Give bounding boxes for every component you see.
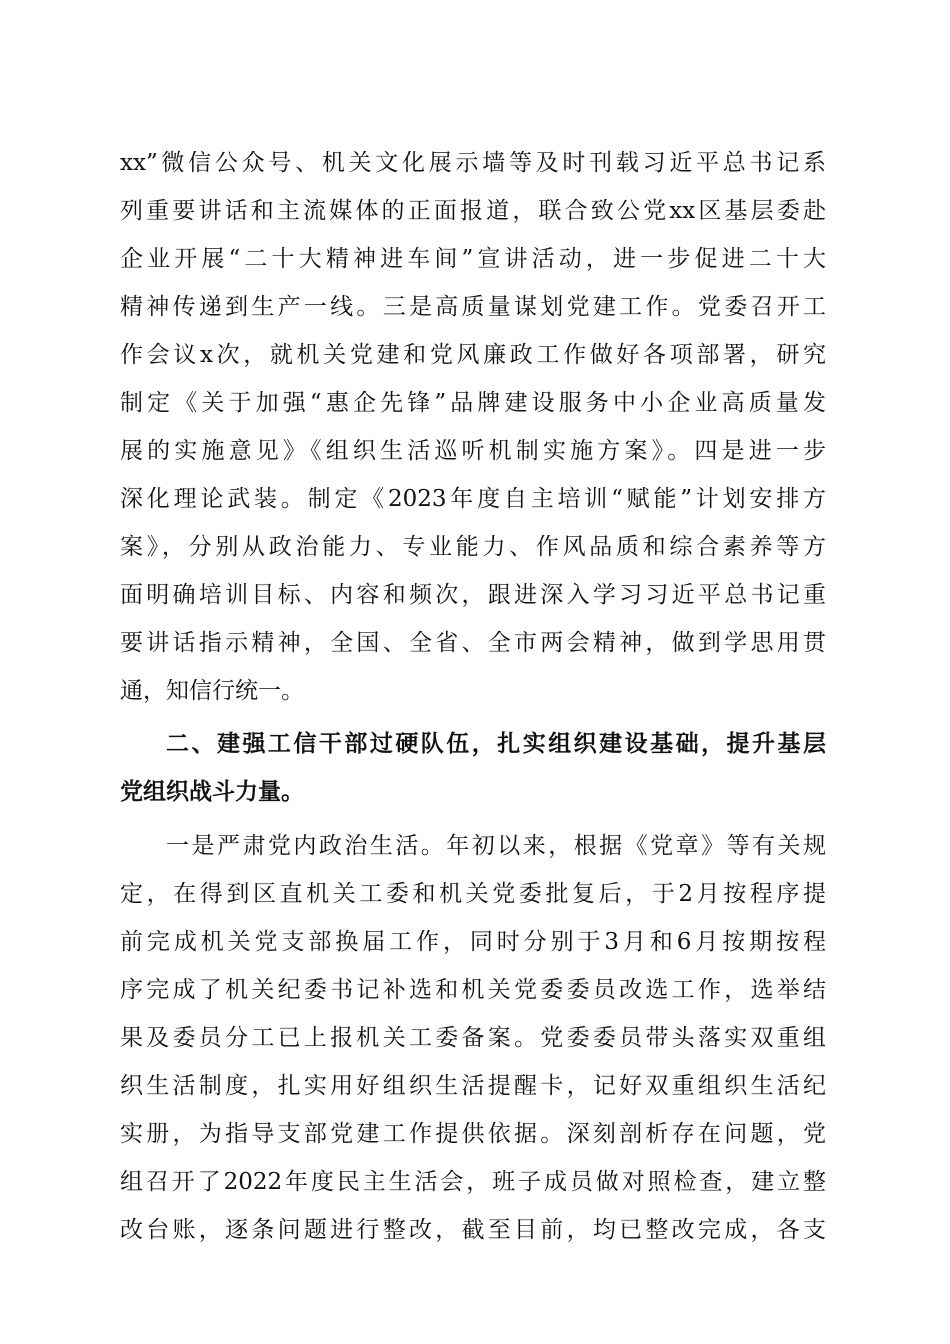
section-heading: 二、建强工信干部过硬队伍，扎实组织建设基础，提升基层 (166, 731, 826, 757)
paragraph-line: 展的实施意见》《组织生活巡听机制实施方案》。四是进一步 (120, 438, 826, 464)
paragraph-line: 作会议x次，就机关党建和党风廉政工作做好各项部署，研究 (120, 342, 826, 368)
paragraph-line: 列重要讲话和主流媒体的正面报道，联合致公党xx区基层委赴 (120, 198, 826, 224)
paragraph-line: 面明确培训目标、内容和频次，跟进深入学习习近平总书记重 (120, 582, 826, 608)
paragraph-line: 改台账，逐条问题进行整改，截至目前，均已整改完成，各支 (120, 1217, 826, 1243)
paragraph-line: 序完成了机关纪委书记补选和机关党委委员改选工作，选举结 (120, 977, 826, 1003)
paragraph-line: 实册，为指导支部党建工作提供依据。深刻剖析存在问题，党 (120, 1121, 826, 1147)
paragraph-line: 制定《关于加强“惠企先锋”品牌建设服务中小企业高质量发 (120, 390, 826, 416)
paragraph-first-line (166, 822, 826, 870)
paragraph-line: xx”微信公众号、机关文化展示墙等及时刊载习近平总书记系 (120, 150, 826, 176)
paragraph-line: 要讲话指示精神，全国、全省、全市两会精神，做到学思用贯 (120, 630, 826, 656)
paragraph-line: 果及委员分工已上报机关工委备案。党委委员带头落实双重组 (120, 1025, 826, 1051)
paragraph-line: 定，在得到区直机关工委和机关党委批复后，于2月按程序提 (120, 881, 826, 907)
section-heading: 党组织战斗力量。 (120, 779, 304, 805)
paragraph-line: 企业开展“二十大精神进车间”宣讲活动，进一步促进二十大 (120, 246, 826, 272)
paragraph-text: 年初以来，根据《党章》等有关规 (446, 833, 827, 859)
paragraph-line: 精神传递到生产一线。三是高质量谋划党建工作。党委召开工 (120, 294, 826, 320)
paragraph-line: 深化理论武装。制定《2023年度自主培训“赋能”计划安排方 (120, 486, 826, 512)
paragraph-line: 组召开了2022年度民主生活会，班子成员做对照检查，建立整 (120, 1169, 826, 1195)
paragraph-line: 前完成机关党支部换届工作，同时分别于3月和6月按期按程 (120, 929, 826, 955)
paragraph-lead: 一是严肃党内政治生活。 (166, 833, 447, 859)
paragraph-line: 通，知信行统一。 (120, 678, 304, 704)
paragraph-line: 案》，分别从政治能力、专业能力、作风品质和综合素养等方 (120, 534, 826, 560)
paragraph-line: 织生活制度，扎实用好组织生活提醒卡，记好双重组织生活纪 (120, 1073, 826, 1099)
